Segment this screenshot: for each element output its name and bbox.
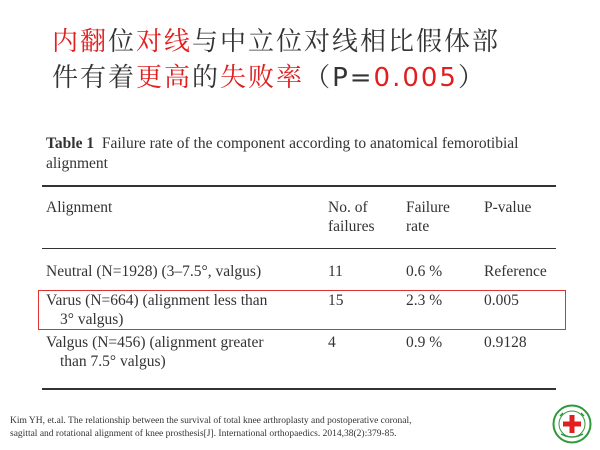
table-row-neutral-rate: 0.6 % [406,263,443,280]
title-segment: ） [457,63,486,93]
table-row-varus-pvalue: 0.005 [484,292,519,309]
title-segment: 更高 [136,63,193,93]
table-row-varus-failures: 15 [328,292,344,309]
row-alignment-line2: than 7.5° valgus) [60,353,166,370]
citation-line1: Kim YH, et.al. The relationship between the survival of total knee arthroplasty and postoperative coronal, [10,416,412,426]
table-row-valgus-rate: 0.9 % [406,334,443,351]
title-segment: 内翻 [52,27,109,57]
header-failures-line1: No. of [328,199,368,216]
hospital-logo-icon [552,404,592,444]
header-alignment: Alignment [46,199,113,216]
row-alignment-line1: Neutral (N=1928) (3–7.5°, valgus) [46,263,262,280]
table-top-rule [42,185,556,187]
table-row-neutral-pvalue: Reference [484,263,547,280]
table-row-neutral-failures: 11 [328,263,343,280]
title-segment: 的 [192,63,221,93]
header-rate-line1: Failure [406,199,450,216]
table-header-rule [42,248,556,249]
header-rate [406,198,476,236]
slide-title [52,24,572,96]
title-segment: 位 [108,27,137,57]
row-alignment-line1: Varus (N=664) (alignment less than [46,292,268,309]
table-row-neutral-alignment [46,262,316,281]
title-segment: 与中立位对线相比假体部 [192,27,501,57]
citation-line2: sagittal and rotational alignment of knee prosthesis[J]. International orthopaedics. 2014,38(2):379-85. [10,429,397,439]
table-row-valgus-pvalue: 0.9128 [484,334,527,351]
title-segment: （P= [304,63,374,93]
header-pvalue: P-value [484,199,532,216]
table-label: Table 1 [46,135,95,152]
row-alignment-line2: 3° valgus) [60,311,124,328]
title-segment: 0.005 [373,63,458,93]
header-failures [328,198,398,236]
title-segment: 对线 [136,27,193,57]
row-alignment-line1: Valgus (N=456) (alignment greater [46,334,264,351]
citation [10,415,530,441]
table-row-varus-alignment [46,291,316,329]
table-bottom-rule [42,388,556,390]
title-segment: 失败率 [220,63,305,93]
table-caption [46,134,566,174]
table-row-valgus-failures: 4 [328,334,336,351]
header-failures-line2: failures [328,218,375,235]
header-rate-line2: rate [406,218,430,235]
table-caption-text: Failure rate of the component according to anatomical femorotibial alignment [46,135,519,172]
table-row-varus-rate: 2.3 % [406,292,443,309]
table-row-valgus-alignment [46,333,316,371]
title-segment: 件有着 [52,63,137,93]
